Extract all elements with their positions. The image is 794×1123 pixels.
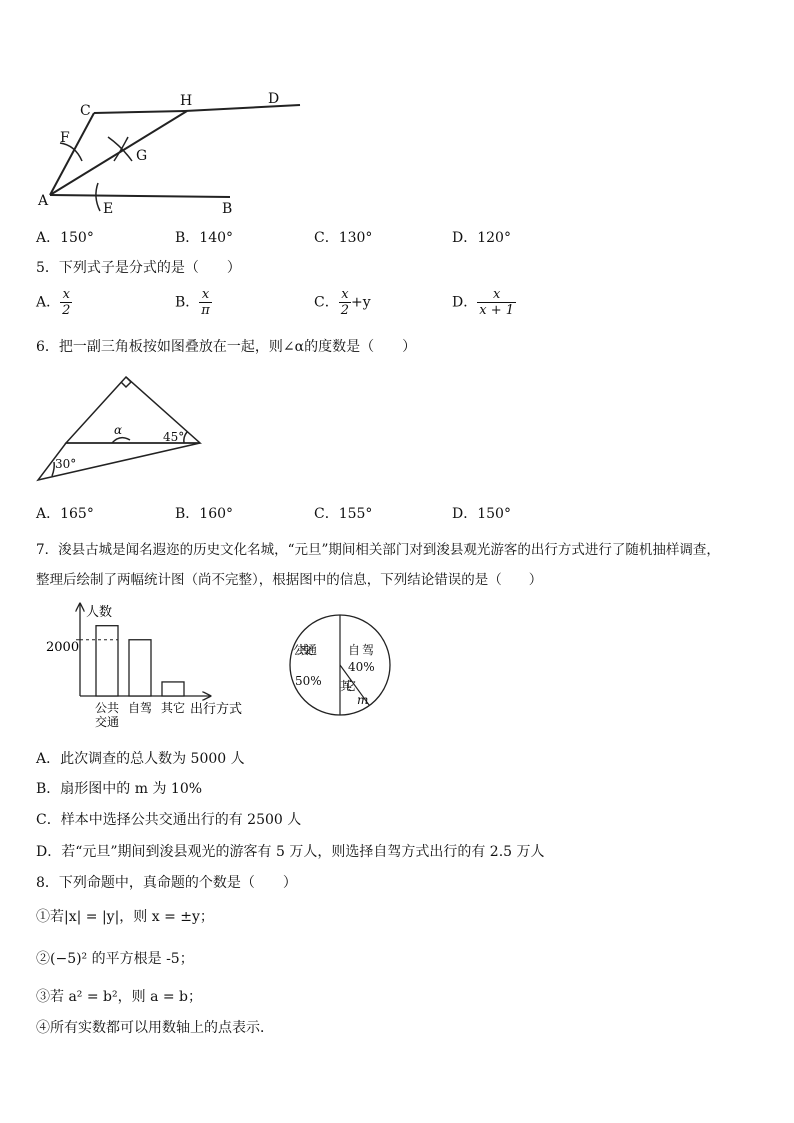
q6-option-b: B．160° [175,506,234,522]
bar-x-label: 出行方式 [190,702,243,717]
q5-a-num: x [60,287,72,303]
label-a: A [38,193,49,209]
line-ch [94,111,185,113]
q4-option-d: D．120° [452,230,511,246]
q5-a-fraction [60,287,72,318]
q5-a-label: A． [36,294,61,311]
bar-ytick-label: 2000 [46,640,80,655]
q5-d-label: D． [452,294,478,311]
q5-b-den: π [201,303,210,318]
bar-1 [96,626,118,696]
pie-label-self-value: 40% [348,660,375,674]
q7-option-b: B．扇形图中的 m 为 10% [36,781,203,797]
q5-option-d [452,287,516,318]
pie-chart [285,610,395,720]
pie-label-other: 其它 [340,679,356,693]
pie-label-other-value: m [357,693,369,707]
q5-d-fraction [477,287,516,318]
pie-label-public: 公共交通 [293,643,317,657]
label-h: H [180,93,193,109]
label-alpha: α [114,423,123,437]
angle-30-arc [52,462,54,476]
line-ab [50,195,230,197]
q4-option-c: C．130° [314,230,373,246]
q7-stem-line2: 整理后绘制了两幅统计图（尚不完整），根据图中的信息，下列结论错误的是（ ） [36,572,543,588]
q8-item-2: ②(−5)² 的平方根是 -5； [36,951,194,967]
q6-option-a: A．165° [36,506,94,522]
q5-b-label: B． [175,294,200,311]
q5-c-tail: +y [351,294,371,311]
q5-stem: 5．下列式子是分式的是（ ） [36,260,241,276]
q7-stem-line1: 7．浚县古城是闻名遐迩的历史文化名城，“元旦”期间相关部门对到浚县观光游客的出行方式进行了随机抽样调查， [36,542,720,558]
label-g: G [136,148,148,164]
label-45: 45° [163,430,185,444]
bar-3 [162,682,184,696]
right-angle-mark [121,377,131,387]
q4-option-b: B．140° [175,230,234,246]
label-e: E [103,201,114,217]
q8-item-1: ①若|x| = |y|，则 x = ±y； [36,909,214,925]
q5-c-label: C． [314,294,339,311]
q7-option-a: A．此次调查的总人数为 5000 人 [36,751,245,767]
q5-option-b [175,287,212,318]
q6-stem: 6．把一副三角板按如图叠放在一起，则∠α的度数是（ ） [36,339,417,355]
label-30: 30° [55,457,77,471]
q7-option-c: C．样本中选择公共交通出行的有 2500 人 [36,812,302,828]
q5-d-num: x [477,287,516,303]
label-b: B [222,201,233,217]
bar-category-label-2: 自驾 [128,701,153,715]
bar-category-label-3: 其它 [161,701,186,715]
line-ac [50,113,94,195]
q5-option-c [314,287,371,318]
bar-category-label-1: 公共 [95,701,120,715]
q8-item-3: ③若 a² = b²，则 a = b； [36,989,203,1005]
q5-a-den: 2 [62,303,71,318]
q5-d-den: x + 1 [479,303,514,318]
q5-option-a [36,287,72,318]
q5-b-fraction [199,287,212,318]
q5-c-num: x [339,287,351,303]
q5-c-den: 2 [340,303,349,318]
q4-figure [30,85,320,220]
bar-category-label-1: 交通 [95,715,120,728]
line-hd [185,105,300,111]
bar-chart [40,600,255,728]
pie-label-public-value: 50% [295,674,322,688]
bar-y-label: 人数 [86,605,113,620]
arc-e [96,183,100,211]
q7-option-d: D．若“元旦”期间到浚县观光的游客有 5 万人，则选择自驾方式出行的有 2.5 万人 [36,844,545,860]
label-f: F [60,130,70,146]
q6-option-c: C．155° [314,506,373,522]
q5-c-fraction [339,287,351,318]
q5-b-num: x [199,287,212,303]
angle-alpha-arc [112,438,130,443]
q8-stem: 8．下列命题中，真命题的个数是（ ） [36,875,297,891]
bar-2 [129,640,151,696]
q6-figure [30,370,215,485]
label-c: C [80,103,91,119]
label-d: D [268,91,280,107]
q8-item-4: ④所有实数都可以用数轴上的点表示． [36,1020,274,1036]
q6-option-d: D．150° [452,506,511,522]
q4-option-a: A．150° [36,230,94,246]
pie-label-self: 自驾 [348,643,374,657]
